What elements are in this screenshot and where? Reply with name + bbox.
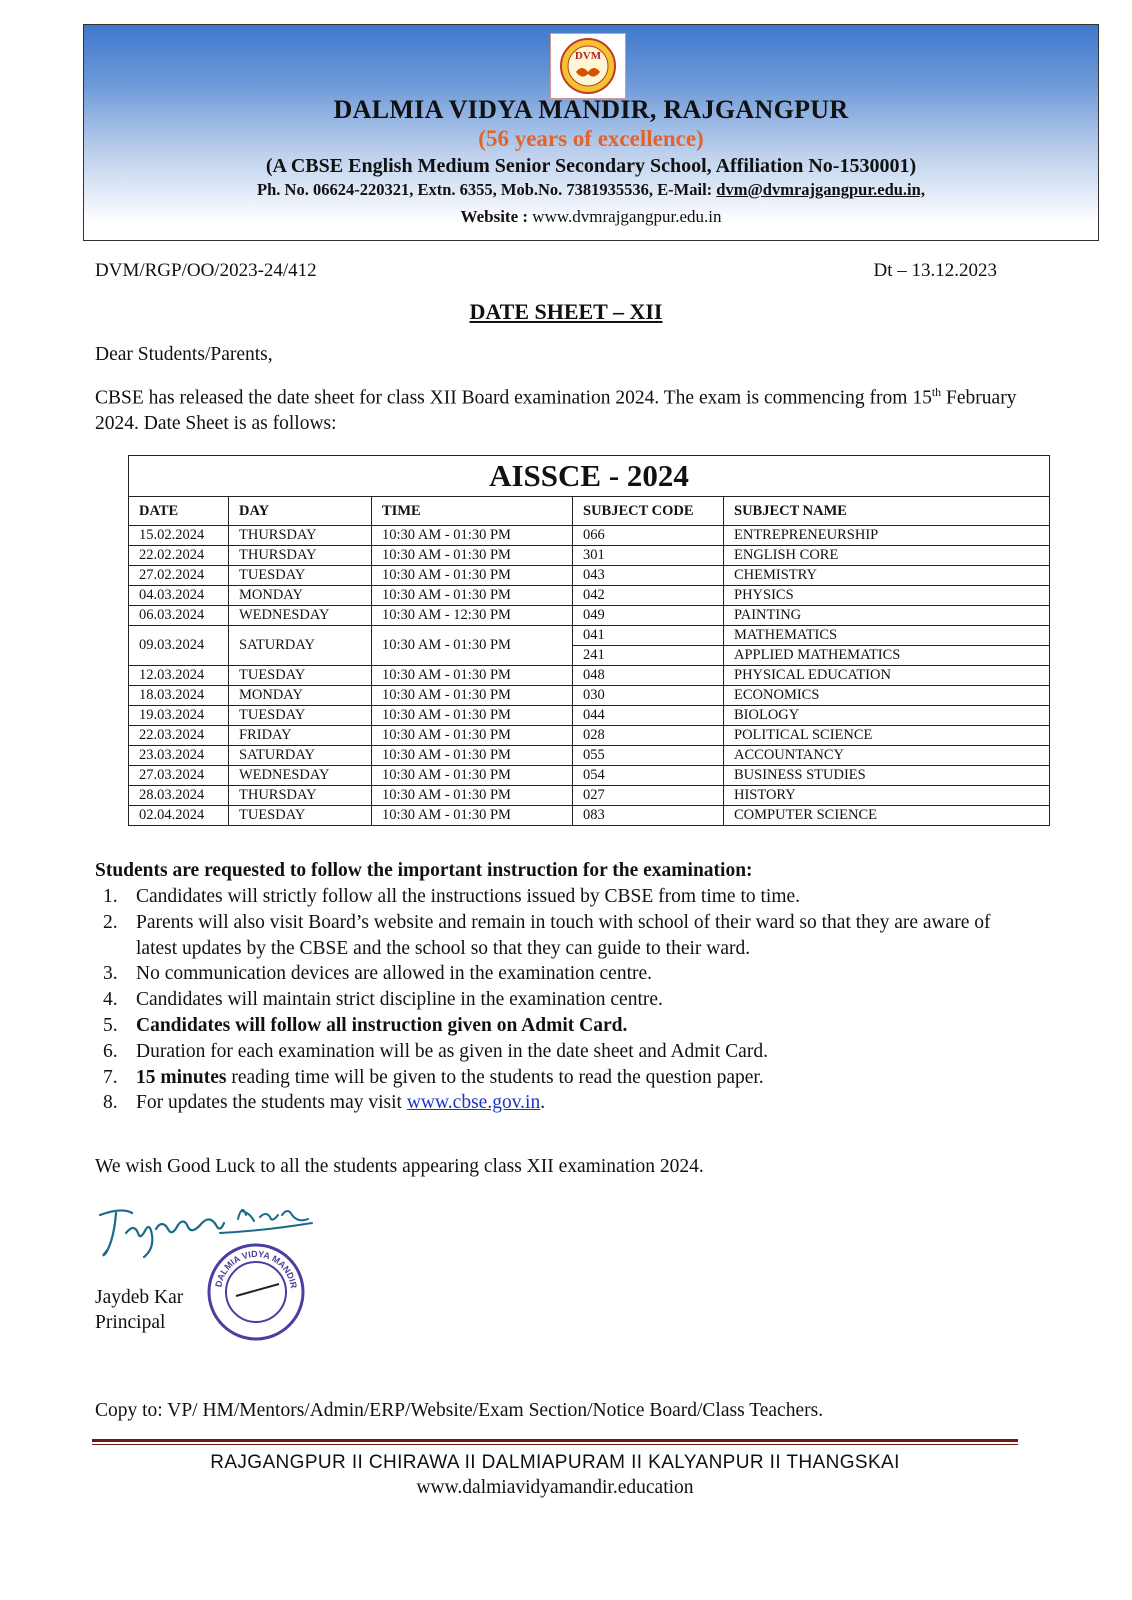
date-cell: 06.03.2024 <box>129 606 229 626</box>
table-row <box>129 626 1050 646</box>
instruction-number: 6. <box>103 1040 118 1062</box>
date-cell: 22.03.2024 <box>129 726 229 746</box>
day-cell: SATURDAY <box>229 626 372 666</box>
footer-website: www.dalmiavidyamandir.education <box>416 1477 694 1498</box>
instruction-item <box>95 987 1035 1013</box>
time-cell: 10:30 AM - 12:30 PM <box>372 606 573 626</box>
instruction-item <box>95 884 1035 910</box>
day-cell: THURSDAY <box>229 786 372 806</box>
website-label: Website : <box>460 207 529 226</box>
table-row <box>129 806 1050 826</box>
time-cell: 10:30 AM - 01:30 PM <box>372 726 573 746</box>
subject-code-cell: 055 <box>573 746 724 766</box>
instruction-text: Candidates will maintain strict discipline in the examination centre. <box>136 989 663 1011</box>
table-row <box>129 586 1050 606</box>
time-cell: 10:30 AM - 01:30 PM <box>372 686 573 706</box>
time-cell: 10:30 AM - 01:30 PM <box>372 746 573 766</box>
subject-code-cell: 030 <box>573 686 724 706</box>
date-cell: 02.04.2024 <box>129 806 229 826</box>
instruction-text: Parents will also visit Board’s website and remain in touch with school of their ward so that they are aware of latest updates by the CBSE and the school so that they can guide to their ward. <box>136 911 991 959</box>
instruction-item <box>95 961 1035 987</box>
date-cell: 04.03.2024 <box>129 586 229 606</box>
contact-line <box>84 180 1098 200</box>
subject-code-cell: 028 <box>573 726 724 746</box>
table-row <box>129 566 1050 586</box>
time-cell: 10:30 AM - 01:30 PM <box>372 806 573 826</box>
instruction-number: 1. <box>103 886 118 907</box>
date-cell: 19.03.2024 <box>129 706 229 726</box>
table-row <box>129 606 1050 626</box>
subject-name-cell: POLITICAL SCIENCE <box>724 726 1050 746</box>
table-row <box>129 666 1050 686</box>
school-logo <box>550 33 626 99</box>
table-row <box>129 786 1050 806</box>
signer-name: Jaydeb Kar <box>95 1287 184 1308</box>
contact-text: Ph. No. 06624-220321, Extn. 6355, Mob.No. 7381935536, E-Mail: <box>257 180 713 199</box>
subject-name-cell: APPLIED MATHEMATICS <box>724 646 1050 666</box>
subject-name-cell: ENTREPRENEURSHIP <box>724 526 1050 546</box>
subject-name-cell: MATHEMATICS <box>724 626 1050 646</box>
table-row <box>129 726 1050 746</box>
time-cell: 10:30 AM - 01:30 PM <box>372 626 573 666</box>
instructions-heading: Students are requested to follow the important instruction for the examination: <box>95 860 753 881</box>
time-cell: 10:30 AM - 01:30 PM <box>372 706 573 726</box>
table-row <box>129 706 1050 726</box>
subject-name-cell: ACCOUNTANCY <box>724 746 1050 766</box>
subject-code-cell: 054 <box>573 766 724 786</box>
signer-block <box>95 1285 183 1335</box>
day-cell: TUESDAY <box>229 666 372 686</box>
footer-divider <box>92 1439 1018 1445</box>
day-cell: WEDNESDAY <box>229 606 372 626</box>
instruction-item <box>95 1039 1035 1065</box>
day-cell: TUESDAY <box>229 806 372 826</box>
instruction-text: No communication devices are allowed in the examination centre. <box>136 963 653 985</box>
date-cell: 22.02.2024 <box>129 546 229 566</box>
day-cell: MONDAY <box>229 586 372 606</box>
instruction-text: Duration for each examination will be as given in the date sheet and Admit Card. <box>136 1040 768 1062</box>
instruction-number: 7. <box>103 1066 118 1088</box>
time-cell: 10:30 AM - 01:30 PM <box>372 546 573 566</box>
letterhead <box>83 24 1099 241</box>
time-cell: 10:30 AM - 01:30 PM <box>372 766 573 786</box>
day-cell: FRIDAY <box>229 726 372 746</box>
instruction-text: reading time will be given to the students to read the question paper. <box>226 1066 764 1088</box>
table-row <box>129 546 1050 566</box>
cbse-website-link[interactable]: www.cbse.gov.in <box>406 1092 541 1114</box>
subject-name-cell: PHYSICAL EDUCATION <box>724 666 1050 686</box>
date-cell: 12.03.2024 <box>129 666 229 686</box>
document-title: DATE SHEET – XII <box>469 299 663 324</box>
subject-name-cell: BIOLOGY <box>724 706 1050 726</box>
day-cell: MONDAY <box>229 686 372 706</box>
website-line <box>84 207 1098 227</box>
school-stamp <box>201 1240 311 1344</box>
subject-name-cell: COMPUTER SCIENCE <box>724 806 1050 826</box>
header-day: DAY <box>229 497 372 526</box>
contact-email-link[interactable]: dvm@dvmrajgangpur.edu.in, <box>716 180 925 199</box>
instruction-number: 3. <box>103 963 118 985</box>
website-url: www.dvmrajgangpur.edu.in <box>532 207 722 226</box>
subject-name-cell: HISTORY <box>724 786 1050 806</box>
day-cell: THURSDAY <box>229 546 372 566</box>
date-cell: 09.03.2024 <box>129 626 229 666</box>
affiliation-line: (A CBSE English Medium Senior Secondary School, Affiliation No-1530001) <box>265 155 917 177</box>
svg-text:DALMIA VIDYA MANDIR: DALMIA VIDYA MANDIR <box>213 1248 299 1290</box>
date-cell: 28.03.2024 <box>129 786 229 806</box>
time-cell: 10:30 AM - 01:30 PM <box>372 526 573 546</box>
subject-name-cell: ENGLISH CORE <box>724 546 1050 566</box>
subject-code-cell: 043 <box>573 566 724 586</box>
intro-text-1: CBSE has released the date sheet for class XII Board examination 2024. The exam is commencing from 15 <box>95 387 932 409</box>
table-row <box>129 746 1050 766</box>
greeting: Dear Students/Parents, <box>95 344 273 365</box>
instructions-list <box>95 884 1035 1116</box>
subject-code-cell: 042 <box>573 586 724 606</box>
day-cell: WEDNESDAY <box>229 766 372 786</box>
subject-name-cell: CHEMISTRY <box>724 566 1050 586</box>
subject-name-cell: PHYSICS <box>724 586 1050 606</box>
subject-code-cell: 049 <box>573 606 724 626</box>
subject-code-cell: 048 <box>573 666 724 686</box>
date-cell: 18.03.2024 <box>129 686 229 706</box>
subject-name-cell: ECONOMICS <box>724 686 1050 706</box>
subject-code-cell: 301 <box>573 546 724 566</box>
date-sheet-table <box>128 455 1050 826</box>
subject-name-cell: PAINTING <box>724 606 1050 626</box>
date-cell: 27.03.2024 <box>129 766 229 786</box>
copy-to-line: Copy to: VP/ HM/Mentors/Admin/ERP/Website/Exam Section/Notice Board/Class Teachers. <box>95 1400 824 1421</box>
instruction-text: Candidates will strictly follow all the instructions issued by CBSE from time to time. <box>136 886 801 907</box>
header-subject-code: SUBJECT CODE <box>573 497 724 526</box>
time-cell: 10:30 AM - 01:30 PM <box>372 666 573 686</box>
subject-code-cell: 027 <box>573 786 724 806</box>
time-cell: 10:30 AM - 01:30 PM <box>372 586 573 606</box>
time-cell: 10:30 AM - 01:30 PM <box>372 566 573 586</box>
subject-code-cell: 044 <box>573 706 724 726</box>
day-cell: TUESDAY <box>229 706 372 726</box>
subject-code-cell: 041 <box>573 626 724 646</box>
school-name: DALMIA VIDYA MANDIR, RAJGANGPUR <box>333 95 849 124</box>
date-cell: 15.02.2024 <box>129 526 229 546</box>
instruction-number: 8. <box>103 1092 118 1114</box>
good-luck-message: We wish Good Luck to all the students appearing class XII examination 2024. <box>95 1156 704 1177</box>
intro-sup: th <box>931 385 942 399</box>
instruction-text: Candidates will follow all instruction given on Admit Card. <box>136 1014 628 1036</box>
instruction-item <box>95 1013 1035 1039</box>
instruction-number: 4. <box>103 989 118 1011</box>
table-row <box>129 526 1050 546</box>
signer-title: Principal <box>95 1312 166 1333</box>
day-cell: THURSDAY <box>229 526 372 546</box>
instruction-bold-text: 15 minutes <box>136 1066 227 1088</box>
instruction-item <box>95 910 1035 962</box>
table-row <box>129 686 1050 706</box>
header-time: TIME <box>372 497 573 526</box>
date-cell: 27.02.2024 <box>129 566 229 586</box>
date-cell: 23.03.2024 <box>129 746 229 766</box>
reference-number: DVM/RGP/OO/2023-24/412 <box>95 260 317 281</box>
day-cell: TUESDAY <box>229 566 372 586</box>
instruction-number: 5. <box>103 1014 118 1036</box>
header-date: DATE <box>129 497 229 526</box>
intro-text-2: February 2024. Date Sheet is as follows: <box>95 387 1017 434</box>
instruction-number: 2. <box>103 911 118 933</box>
time-cell: 10:30 AM - 01:30 PM <box>372 786 573 806</box>
intro-paragraph <box>95 380 1025 436</box>
subject-code-cell: 066 <box>573 526 724 546</box>
school-tagline: (56 years of excellence) <box>478 126 704 151</box>
subject-code-cell: 083 <box>573 806 724 826</box>
header-subject-name: SUBJECT NAME <box>724 497 1050 526</box>
subject-name-cell: BUSINESS STUDIES <box>724 766 1050 786</box>
table-row <box>129 766 1050 786</box>
table-caption: AISSCE - 2024 <box>129 456 1050 497</box>
issue-date: Dt – 13.12.2023 <box>873 260 997 281</box>
subject-code-cell: 241 <box>573 646 724 666</box>
instruction-item <box>95 1065 1035 1091</box>
instruction-text: For updates the students may visit <box>136 1092 407 1114</box>
day-cell: SATURDAY <box>229 746 372 766</box>
instruction-item <box>95 1090 1035 1116</box>
footer-branches: RAJGANGPUR II CHIRAWA II DALMIAPURAM II KALYANPUR II THANGSKAI <box>210 1452 900 1473</box>
svg-text:DVM: DVM <box>574 50 602 62</box>
instruction-text-end: . <box>540 1092 546 1114</box>
